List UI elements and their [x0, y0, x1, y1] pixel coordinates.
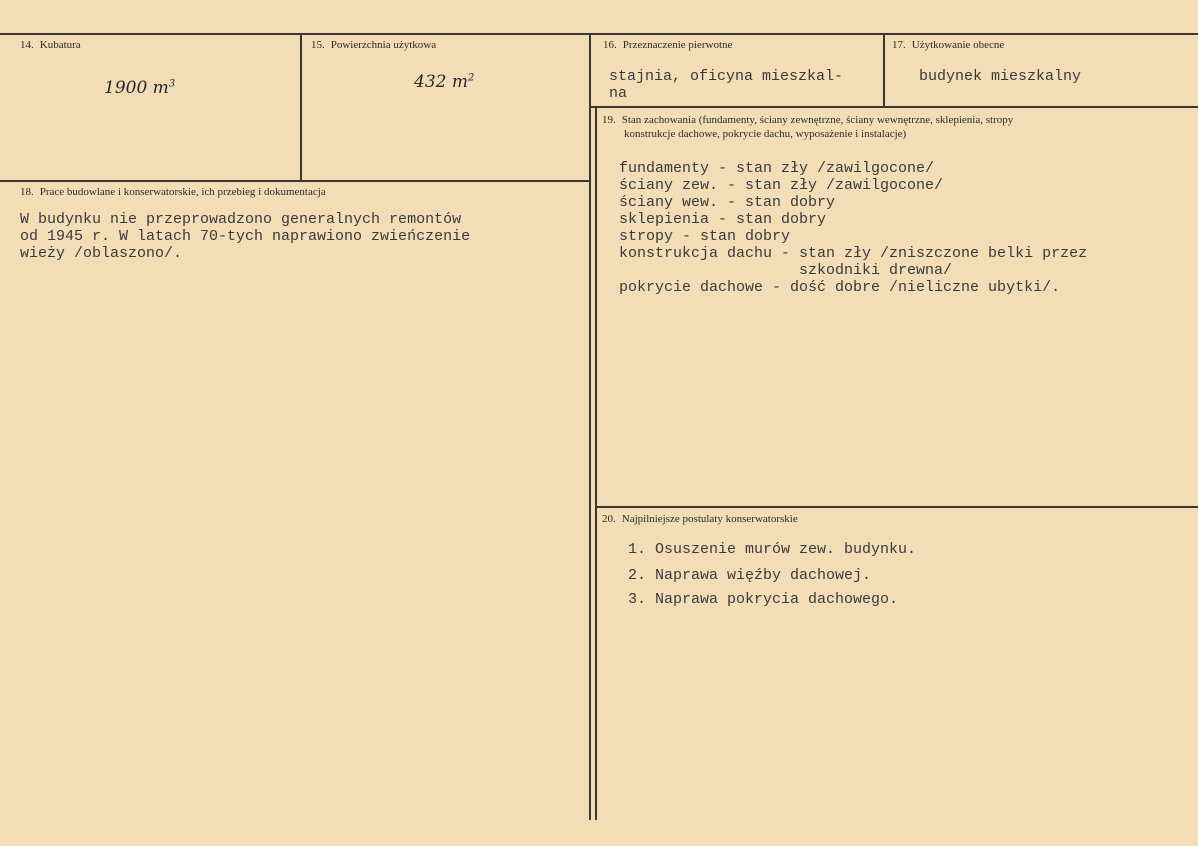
field-14-title: Kubatura — [39, 39, 81, 51]
field-15-label — [311, 38, 436, 52]
field-15-unit: m — [451, 72, 468, 92]
postulate-item: 3. Naprawa pokrycia dachowego. — [628, 591, 899, 608]
field-20-title: Najpilniejsze postulaty konserwatorskie — [621, 513, 798, 525]
field-16-title: Przeznaczenie pierwotne — [622, 39, 733, 51]
divider-14-15 — [300, 34, 302, 180]
field-16-value: stajnia, oficyna mieszkal- na — [609, 68, 844, 102]
field-19-label-line2: konstrukcje dachowe, pokrycie dachu, wyposażenie i instalacje) — [624, 128, 907, 140]
center-divider — [589, 34, 591, 820]
rule-above-20 — [595, 506, 1198, 508]
field-18-value: W budynku nie przeprowadzono generalnych remontów od 1945 r. W latach 70-tych naprawiono zwieńczenie wieży /oblaszono/. — [20, 211, 471, 262]
field-17-number: 17. — [892, 39, 906, 51]
field-19-value: fundamenty - stan zły /zawilgocone/ ściany zew. - stan zły /zawilgocone/ ściany wew. - stan dobry sklepienia - stan dobry stropy - stan dobry konstrukcja dachu - stan zły /zniszczone belki przez szkodniki drewna/ pokrycie dachowe - dość dobre /nieliczne ubytki/. — [619, 160, 1088, 296]
field-14-label — [20, 38, 81, 52]
field-19-label — [602, 113, 1013, 127]
field-17-value: budynek mieszkalny — [919, 68, 1082, 85]
field-15-title: Powierzchnia użytkowa — [330, 39, 437, 51]
field-15-number-value: 432 — [414, 72, 447, 92]
field-20-number: 20. — [602, 513, 616, 525]
field-15-number: 15. — [311, 39, 325, 51]
field-14-value — [104, 78, 175, 98]
field-18-title: Prace budowlane i konserwatorskie, ich przebieg i dokumentacja — [39, 186, 326, 198]
field-14-number: 14. — [20, 39, 34, 51]
right-divider — [595, 106, 597, 820]
field-18-label — [20, 185, 326, 199]
field-16-number: 16. — [603, 39, 617, 51]
divider-16-17 — [883, 34, 885, 106]
field-15-exp: 2 — [467, 72, 475, 84]
field-15-value — [414, 72, 474, 92]
field-18-number: 18. — [20, 186, 34, 198]
field-19-number: 19. — [602, 114, 616, 126]
field-14-unit: m — [152, 78, 169, 98]
postulate-item: 2. Naprawa więźby dachowej. — [628, 567, 872, 584]
field-20-label — [602, 512, 798, 526]
field-19-title-line1: Stan zachowania (fundamenty, ściany zewnętrzne, ściany wewnętrzne, sklepienia, stropy — [621, 114, 1014, 126]
field-17-label — [892, 38, 1004, 52]
field-17-title: Użytkowanie obecne — [911, 39, 1005, 51]
field-14-number-value: 1900 — [104, 78, 148, 98]
rule-above-18 — [0, 180, 591, 182]
rule-above-19 — [591, 106, 1198, 108]
top-rule — [0, 33, 1198, 35]
field-16-label — [603, 38, 732, 52]
postulate-item: 1. Osuszenie murów zew. budynku. — [628, 541, 917, 558]
field-14-exp: 3 — [168, 78, 176, 90]
